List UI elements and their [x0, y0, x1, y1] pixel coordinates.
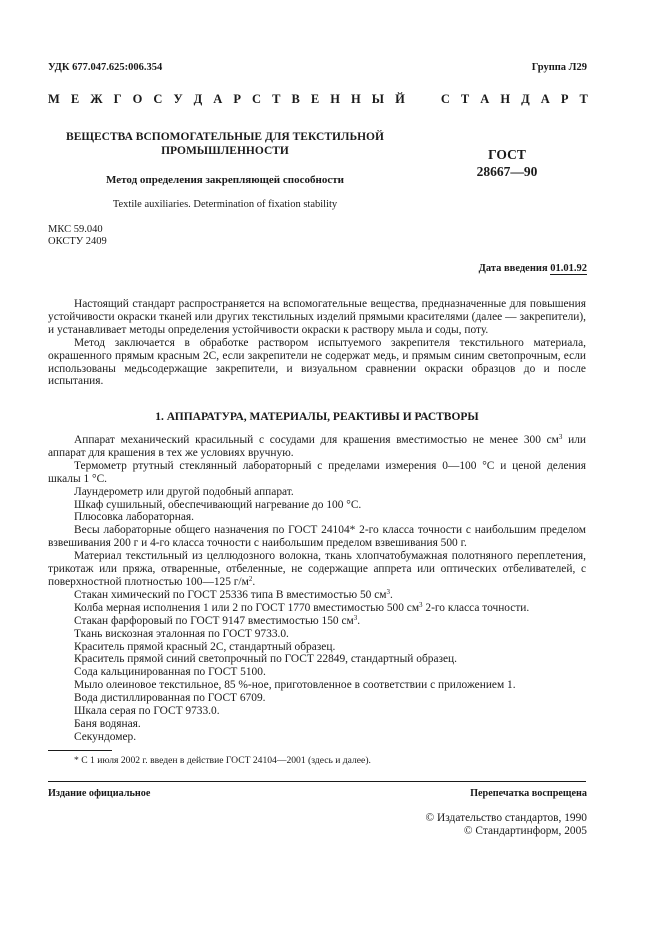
section-1-item-tail: .	[357, 614, 361, 627]
section-1-item	[48, 666, 586, 679]
interstate-letter: О	[132, 92, 143, 106]
interstate-letter	[416, 92, 430, 107]
section-1-item-text: Весы лабораторные общего назначения по ГОСТ 24104* 2-го класса точности с наибольшим пределом взвешивания 200 г и 4-го класса точности с наибольшим пределом взвешивания 500 г.	[48, 524, 586, 550]
section-1-item-text: Лаундерометр или другой подобный аппарат.	[74, 485, 294, 498]
section-1-item-tail: .	[252, 575, 256, 588]
unit-superscript: 3	[419, 600, 423, 609]
section-1-item-text: Материал текстильный из целлюдозного волокна, ткань хлопчатобумажная полотняного переплетения, трикотаж или пряжа, отваренные, отбеленные, не содержащие аппрета или оптических отбеливателей, с поверхностной плотностью 100—125 г/м	[48, 550, 586, 588]
footnote: * С 1 июля 2002 г. введен в действие ГОСТ 24104—2001 (здесь и далее).	[74, 755, 371, 766]
effective-date-value: 01.01.92	[550, 263, 587, 274]
section-1-item	[48, 705, 586, 718]
section-1-item-text: Краситель прямой синий светопрочный по ГОСТ 22849, стандартный образец.	[74, 653, 457, 666]
intro-paragraph-2: Метод заключается в обработке раствором испытуемого закрепителя текстильного материала, окрашенного прямым красным 2С, если закрепители не содержат медь, и прямым синим светопрочным, если использованы медьсодержащие закрепители, и визуальном сравнении окраски образцов до и после испытания.	[48, 336, 586, 388]
interstate-standard-heading	[48, 92, 588, 107]
section-1-item	[48, 550, 586, 589]
edition-note: Издание официальное	[48, 788, 151, 799]
interstate-letter: Д	[521, 92, 530, 106]
section-1-item-text: Ткань вискозная эталонная по ГОСТ 9733.0.	[74, 627, 289, 640]
group-code: Группа Л29	[531, 62, 587, 73]
intro-text	[48, 298, 586, 388]
interstate-letter: Н	[330, 92, 340, 106]
interstate-letter: Ж	[90, 92, 103, 106]
section-1-item	[48, 460, 586, 486]
section-1-item-text: Плюсовка лабораторная.	[74, 511, 194, 524]
okstu-code: ОКСТУ 2409	[48, 236, 107, 247]
section-1-item	[48, 653, 586, 666]
mks-code: МКС 59.040	[48, 224, 103, 235]
interstate-letter: С	[440, 92, 450, 106]
section-1-item-text: Шкала серая по ГОСТ 9733.0.	[74, 705, 220, 718]
interstate-letter: С	[252, 92, 262, 106]
copyright-line-1: © Издательство стандартов, 1990	[425, 812, 587, 824]
section-1-item	[48, 486, 586, 499]
section-1-item-text: Секундомер.	[74, 730, 137, 743]
section-1-title: 1. АППАРАТУРА, МАТЕРИАЛЫ, РЕАКТИВЫ И РАСТВОРЫ	[155, 411, 479, 423]
section-1-item-tail: .	[389, 588, 393, 601]
unit-superscript: 3	[558, 433, 563, 441]
interstate-letter: Ы	[371, 92, 385, 106]
section-1-item-text: Краситель прямой красный 2С, стандартный образец.	[74, 640, 336, 653]
interstate-letter: Н	[350, 92, 361, 106]
interstate-letter: С	[153, 92, 163, 106]
section-1-item	[48, 499, 586, 512]
interstate-letter: Г	[113, 92, 122, 106]
section-1-item	[48, 434, 586, 460]
document-subtitle: Метод определения закрепляющей способности	[106, 174, 344, 186]
interstate-letter: Т	[272, 92, 281, 106]
interstate-letter: Е	[70, 92, 80, 106]
section-1-item-text: Стакан фарфоровый по ГОСТ 9147 вместимостью 150 см	[74, 614, 354, 627]
section-1-item	[48, 679, 586, 692]
section-1-item-text: Сода кальцинированная по ГОСТ 5100.	[74, 666, 266, 679]
reprint-note: Перепечатка воспрещена	[470, 788, 587, 799]
section-1-item-text: Баня водяная.	[74, 717, 141, 730]
section-1-item	[48, 628, 586, 641]
unit-superscript: 3	[386, 587, 390, 596]
interstate-letter: Д	[193, 92, 203, 106]
intro-paragraph-1: Настоящий стандарт распространяется на вспомогательные вещества, предназначенные для повышения устойчивости окраски тканей или других текстильных изделий прямыми красителями (далее — закрепители), и устанавливает методы определения устойчивости окраски к раствору мыла и соды, поту.	[48, 298, 586, 336]
unit-superscript: 2	[248, 574, 253, 583]
interstate-letter: А	[213, 92, 223, 106]
section-1-item-text: Колба мерная исполнения 1 или 2 по ГОСТ 1770 вместимостью 500 см	[74, 601, 420, 614]
interstate-letter: Н	[500, 92, 511, 106]
section-1-item	[48, 731, 586, 744]
section-1-item-text: Шкаф сушильный, обеспечивающий нагревание до 100 °С.	[74, 498, 362, 511]
section-1-item-text: Стакан химический по ГОСТ 25336 типа В вместимостью 50 см	[74, 588, 387, 601]
section-1-item-text: Термометр ртутный стеклянный лабораторный с пределами измерения 0—100 °С и ценой деления шкалы 1 °С.	[48, 459, 586, 485]
section-1-item	[48, 589, 586, 602]
interstate-letter: Т	[460, 92, 470, 106]
title-line-1: ВЕЩЕСТВА ВСПОМОГАТЕЛЬНЫЕ ДЛЯ ТЕКСТИЛЬНОЙ	[66, 131, 384, 143]
interstate-letter: Т	[579, 92, 588, 106]
gost-number: 28667—90	[476, 164, 538, 179]
interstate-letter: А	[480, 92, 490, 106]
document-title	[55, 130, 395, 158]
english-title: Textile auxiliaries. Determination of fixation stability	[112, 199, 338, 210]
interstate-letter: Й	[395, 92, 405, 106]
copyright-block	[426, 812, 587, 838]
section-1-item	[48, 602, 586, 615]
interstate-letter: Р	[233, 92, 241, 106]
effective-date	[479, 263, 587, 274]
interstate-letter: Е	[310, 92, 320, 106]
section-1-item	[48, 718, 586, 731]
interstate-letter: Р	[560, 92, 569, 106]
section-1-item-tail: или аппарат для крашения в тех же условиях вручную.	[48, 434, 587, 459]
section-1-item	[48, 511, 586, 524]
udk-code: УДК 677.047.625:006.354	[48, 62, 163, 73]
section-1-list	[48, 434, 586, 744]
section-1-item	[48, 692, 586, 705]
effective-date-label: Дата введения	[478, 263, 548, 274]
interstate-letter: М	[48, 92, 60, 106]
section-1-item	[48, 615, 586, 628]
section-1-item-text: Мыло олеиновое текстильное, 85 %-ное, приготовленное в соответствии с приложением 1.	[74, 679, 516, 692]
interstate-letter: У	[173, 92, 183, 106]
section-1-item-text: Аппарат механический красильный с сосудами для крашения вместимостью не менее 300 см	[74, 434, 559, 446]
section-1-item-text: Вода дистиллированная по ГОСТ 6709.	[74, 692, 266, 705]
section-1-item-tail: 2-го класса точности.	[422, 601, 530, 614]
title-line-2: ПРОМЫШЛЕННОСТИ	[161, 145, 289, 157]
interstate-letter: А	[540, 92, 550, 106]
interstate-letter: В	[291, 92, 300, 106]
section-1-item	[48, 641, 586, 654]
gost-label: ГОСТ	[488, 147, 526, 162]
copyright-line-2: © Стандартинформ, 2005	[463, 825, 587, 837]
footnote-divider	[48, 750, 112, 751]
unit-superscript: 3	[353, 613, 358, 622]
footer-divider	[48, 781, 586, 782]
gost-designation	[462, 146, 552, 180]
classification-codes	[48, 224, 107, 248]
section-1-item	[48, 524, 586, 550]
